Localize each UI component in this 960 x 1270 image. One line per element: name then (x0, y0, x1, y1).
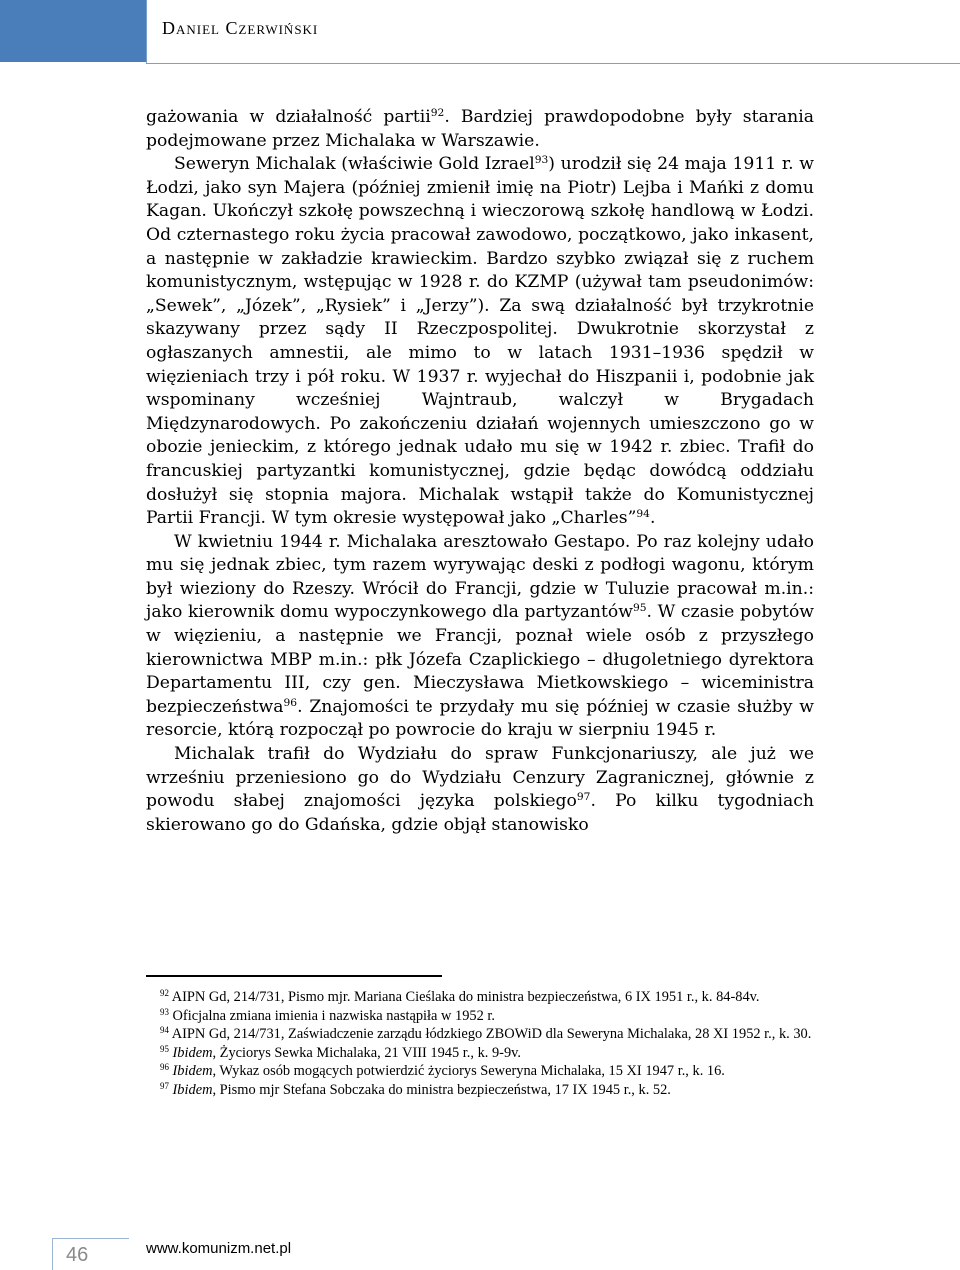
paragraph: gażowania w działalność partii$^{92}$. Bardziej prawdopodobne były starania podejmowane przez Michalaka w Warszawie. (146, 106, 814, 151)
header-divider-horizontal (146, 63, 960, 64)
page-number-box (52, 1238, 129, 1270)
footnote-number: 94 (160, 1025, 169, 1036)
footnote (146, 1062, 814, 1081)
footnote (146, 1007, 814, 1026)
footnote (146, 988, 814, 1007)
footnote-text: Oficjalna zmiana imienia i nazwiska nastąpiła w 1952 r. (172, 1007, 495, 1024)
paragraph: Seweryn Michalak (właściwie Gold Izrael$^{93}$) urodził się 24 maja 1911 r. w Łodzi, jako syn Majera (później zmienił imię na Piotr) Lejba i Mańki z domu Kagan. Ukończył szkołę powszechną i wieczorową szkołę handlową w Łodzi. Od czternastego roku życia pracował zawodowo, początkowo, jako inkasent, a następnie w zakładzie krawieckim. Bardzo szybko związał się z ruchem komunistycznym, wstępując w 1928 r. do KZMP (używał tam pseudonimów: „Sewek”, „Józek”, „Rysiek” i „Jerzy”). Za swą działalność był trzykrotnie skazywany przez sądy II Rzeczpospolitej. Dwukrotnie skorzystał z ogłaszanych amnestii, ale mimo to w latach 1931–1936 spędził w więzieniach trzy i pół roku. W 1937 r. wyjechał do Hiszpanii i, podobnie jak wspominany wcześniej Wajntraub, walczył w Brygadach Międzynarodowych. Po zakończeniu działań wojennych umieszczono go w obozie jenieckim, z którego jednak udało mu się w 1942 r. zbiec. Trafił do francuskiej partyzantki komunistycznej, gdzie będąc dowódcą oddziału dosłużył się stopnia majora. Michalak wstąpił także do Komunistycznej Partii Francji. W tym okresie występował jako „Charles”$^{94}$. (146, 153, 814, 529)
footnote-ibidem: Ibidem (172, 1044, 213, 1061)
footnote-number: 92 (160, 988, 169, 999)
footnote-reference: 93 (534, 153, 549, 167)
footnote-text: AIPN Gd, 214/731, Pismo mjr. Mariana Cieślaka do ministra bezpieczeństwa, 6 IX 1951 r., k. 84-84v. (171, 989, 760, 1005)
footnote-text: AIPN Gd, 214/731, Zaświadczenie zarządu łódzkiego ZBOWiD dla Seweryna Michalaka, 28 XI 1952 r., k. 30. (171, 1026, 812, 1042)
footnote (146, 1044, 814, 1063)
page-number: 46 (66, 1244, 89, 1266)
footnote-reference: 94 (636, 507, 650, 521)
footnote-ibidem: Ibidem (172, 1063, 213, 1079)
footnote-number: 95 (160, 1043, 169, 1054)
main-text (146, 106, 814, 837)
paragraph: W kwietniu 1944 r. Michalaka aresztowało Gestapo. Po raz kolejny udało mu się jednak zbiec, tym razem wyrywając deski z podłogi wagonu, którym był wieziony do Rzeszy. Wrócił do Francji, gdzie w Tuluzie pracował m.in.: jako kierownik domu wypoczynkowego dla partyzantów$^{95}$. W czasie pobytów w więzieniu, a następnie we Francji, poznał wiele osób z przyszłego kierownictwa MBP m.in.: płk Józefa Czaplickiego – długoletniego dyrektora Departamentu III, czy gen. Mieczysława Mietkowskiego – wiceministra bezpieczeństwa$^{96}$. Znajomości te przydały mu się później w czasie służby w resorcie, którą rozpoczął po powrocie do kraju w sierpniu 1945 r. (146, 531, 815, 741)
website-link[interactable]: www.komunizm.net.pl (146, 1240, 292, 1257)
footnote-number: 97 (160, 1080, 169, 1091)
footnotes (146, 988, 814, 1099)
header-accent-block (0, 0, 146, 62)
footnote-reference: 92 (430, 106, 445, 120)
footnote-reference: 96 (283, 695, 298, 709)
footnote-number: 93 (160, 1006, 169, 1017)
footnote-reference: 97 (576, 790, 591, 804)
header-divider-vertical (146, 0, 147, 64)
running-header-author: Daniel Czerwiński (162, 18, 319, 38)
footnote-separator (146, 975, 442, 977)
footnote (146, 1025, 814, 1044)
paragraph: Michalak trafił do Wydziału do spraw Funkcjonariuszy, ale już we wrześniu przeniesiono go do Wydziału Cenzury Zagranicznej, głównie z powodu słabej znajomości języka polskiego$^{97}$. Po kilku tygodniach skierowano go do Gdańska, gdzie objął stanowisko (146, 744, 814, 835)
footnote (146, 1081, 814, 1100)
footnote-text: , Życiorys Sewka Michalaka, 21 VIII 1945 r., k. 9-9v. (212, 1044, 522, 1061)
footnote-text: , Wykaz osób mogących potwierdzić życiorys Seweryna Michalaka, 15 XI 1947 r., k. 16. (212, 1063, 725, 1079)
footnote-ibidem: Ibidem (172, 1081, 213, 1098)
footnote-reference: 95 (632, 601, 647, 615)
footnote-number: 96 (160, 1062, 169, 1073)
footnote-text: , Pismo mjr Stefana Sobczaka do ministra bezpieczeństwa, 17 IX 1945 r., k. 52. (212, 1081, 671, 1098)
